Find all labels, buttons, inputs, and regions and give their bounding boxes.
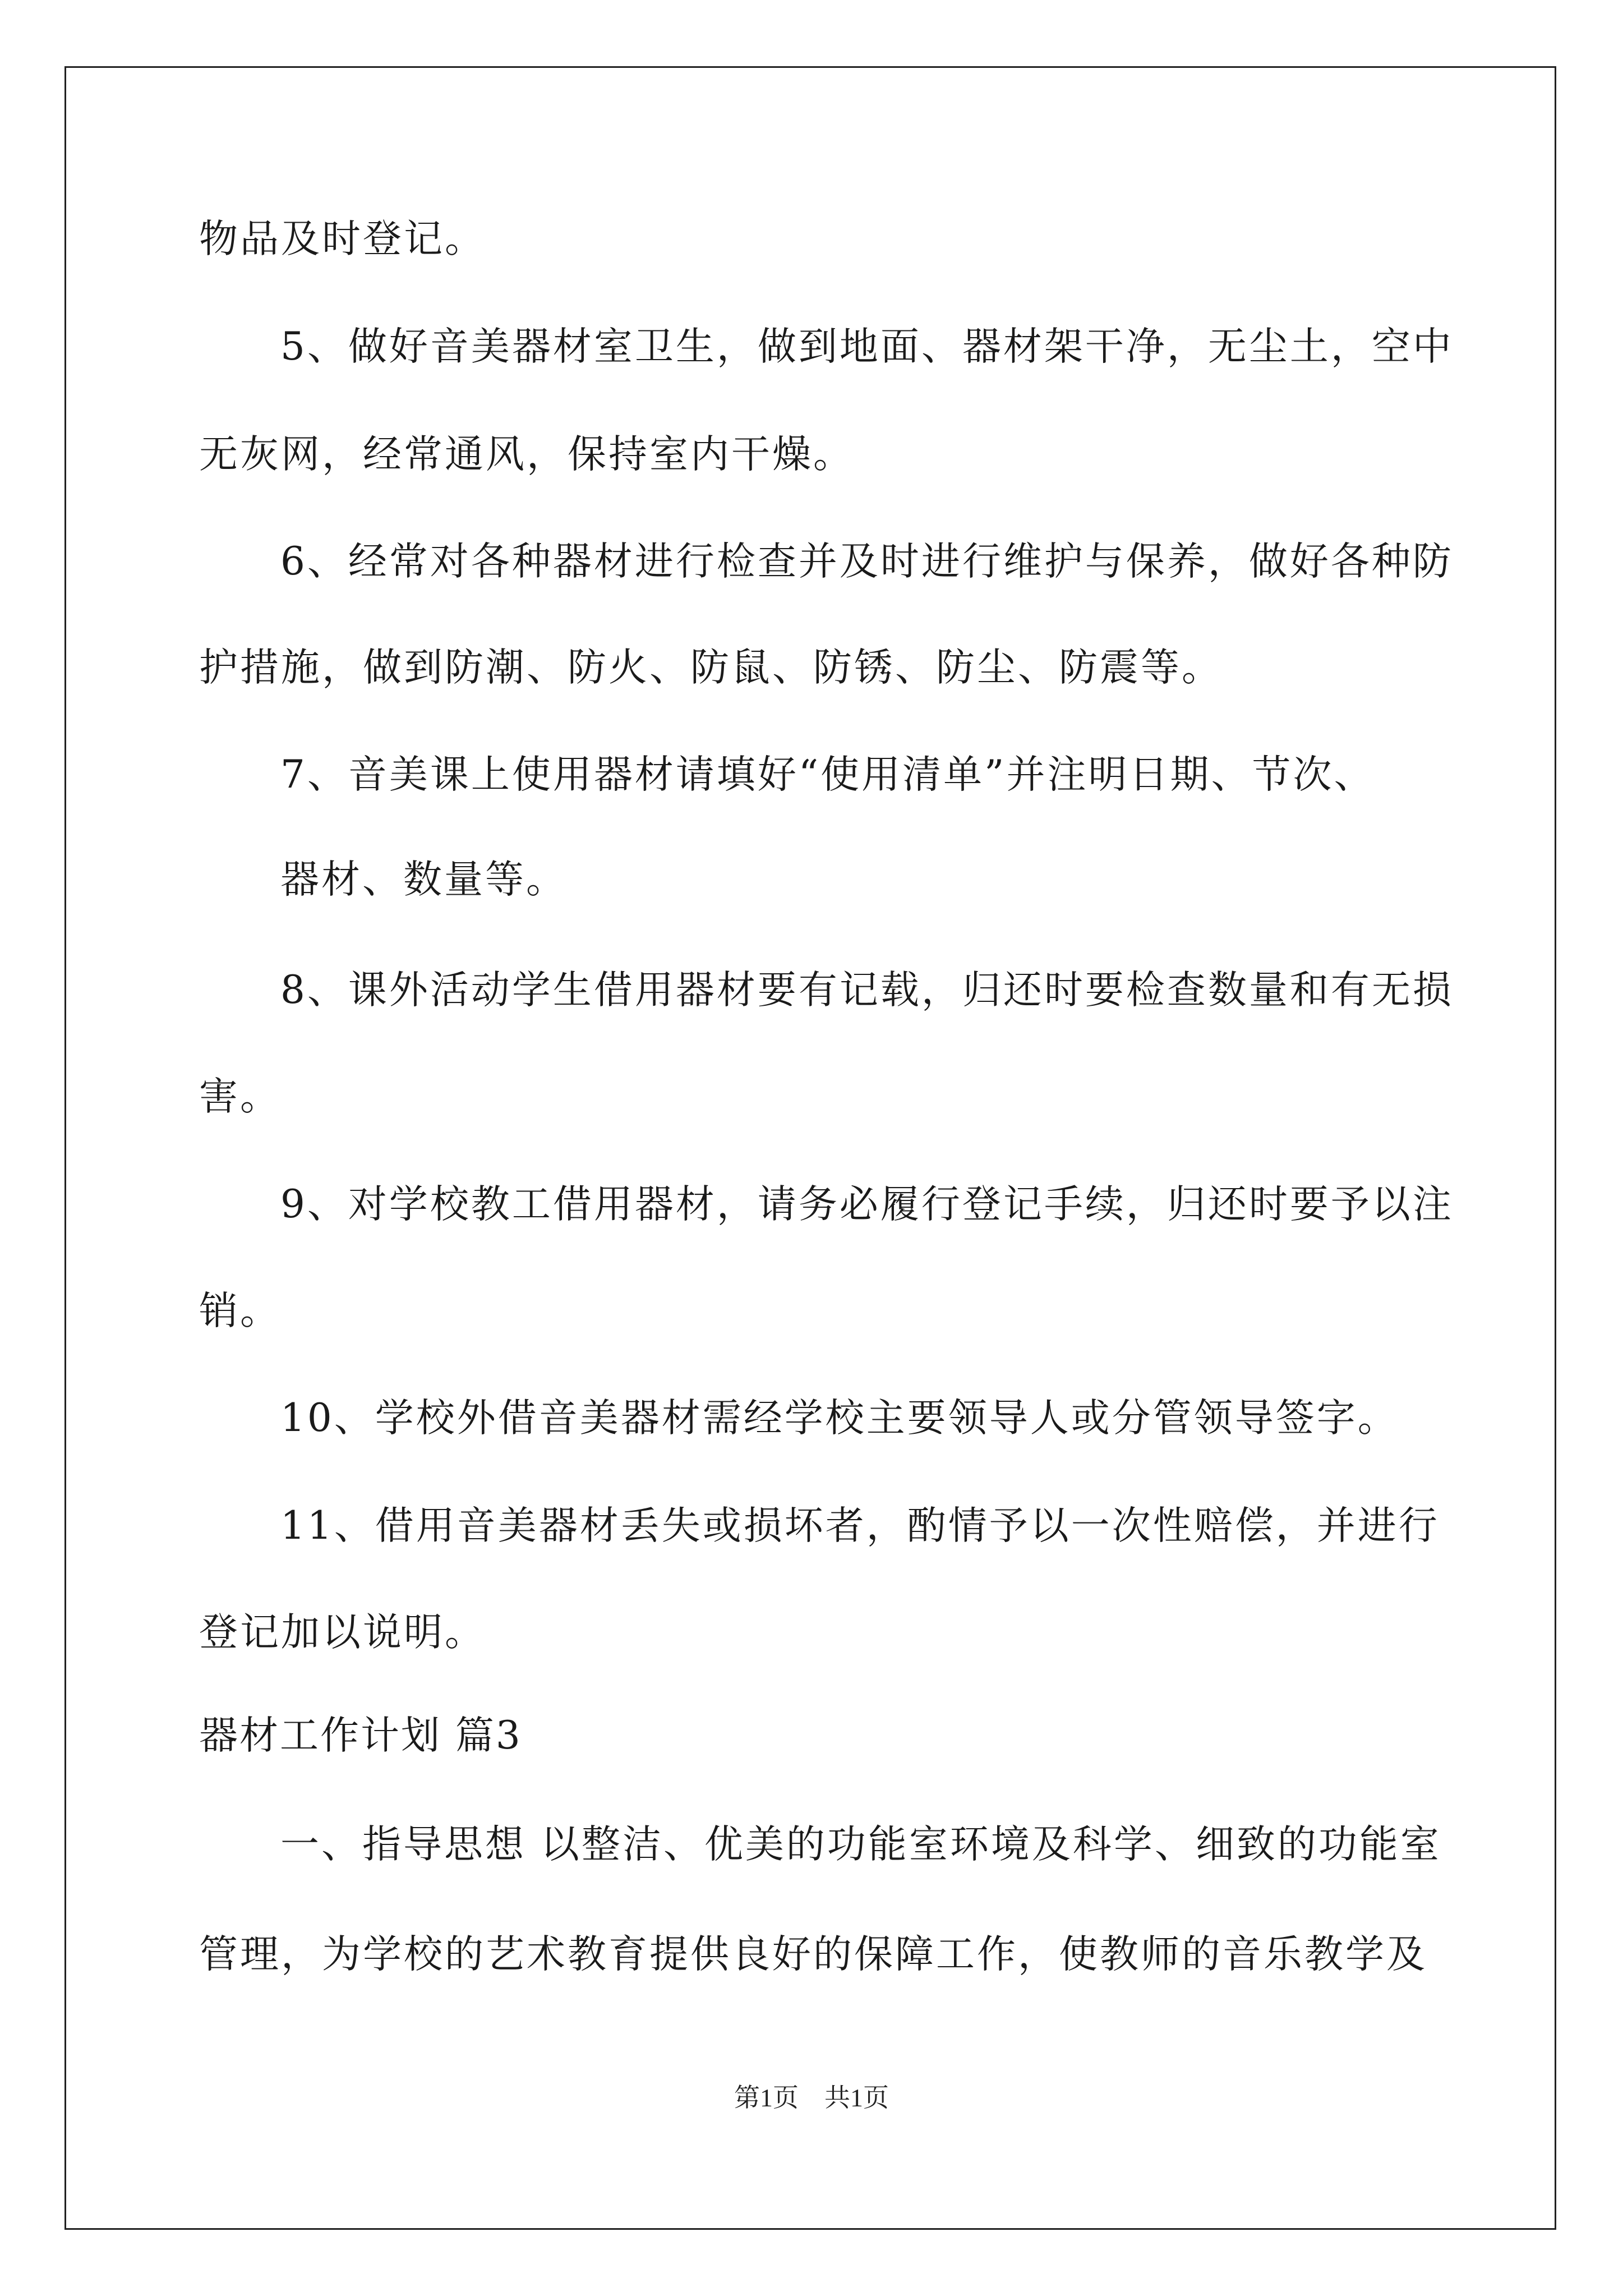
text-line: 一、指导思想 以整洁、优美的功能室环境及科学、细致的功能室 [280,1822,1441,1867]
text-line: 11、借用音美器材丢失或损坏者，酌情予以一次性赔偿，并进行 [280,1503,1440,1548]
text-line: 10、学校外借音美器材需经学校主要领导人或分管领导签字。 [280,1396,1399,1441]
text-line: 无灰网，经常通风，保持室内干燥。 [199,432,854,477]
section-heading: 器材工作计划 篇3 [199,1713,522,1758]
page-footer: 第1页 共1页 [734,2083,889,2112]
page-border [64,66,1556,2230]
text-line: 护措施，做到防潮、防火、防鼠、防锈、防尘、防震等。 [199,645,1223,690]
text-line: 7、音美课上使用器材请填好“使用清单”并注明日期、节次、 [280,752,1375,797]
text-line: 销。 [199,1289,281,1333]
text-line: 管理，为学校的艺术教育提供良好的保障工作，使教师的音乐教学及 [199,1932,1427,1977]
text-line: 害。 [199,1074,281,1119]
text-line: 器材、数量等。 [280,857,567,902]
text-line: 9、对学校教工借用器材，请务必履行登记手续，归还时要予以注 [280,1182,1454,1227]
text-line: 5、做好音美器材室卫生，做到地面、器材架干净，无尘土，空中 [280,324,1454,369]
text-line: 登记加以说明。 [199,1610,486,1655]
text-line: 6、经常对各种器材进行检查并及时进行维护与保养，做好各种防 [280,539,1454,584]
text-line: 8、课外活动学生借用器材要有记载，归还时要检查数量和有无损 [280,968,1454,1013]
text-line: 物品及时登记。 [199,217,486,261]
